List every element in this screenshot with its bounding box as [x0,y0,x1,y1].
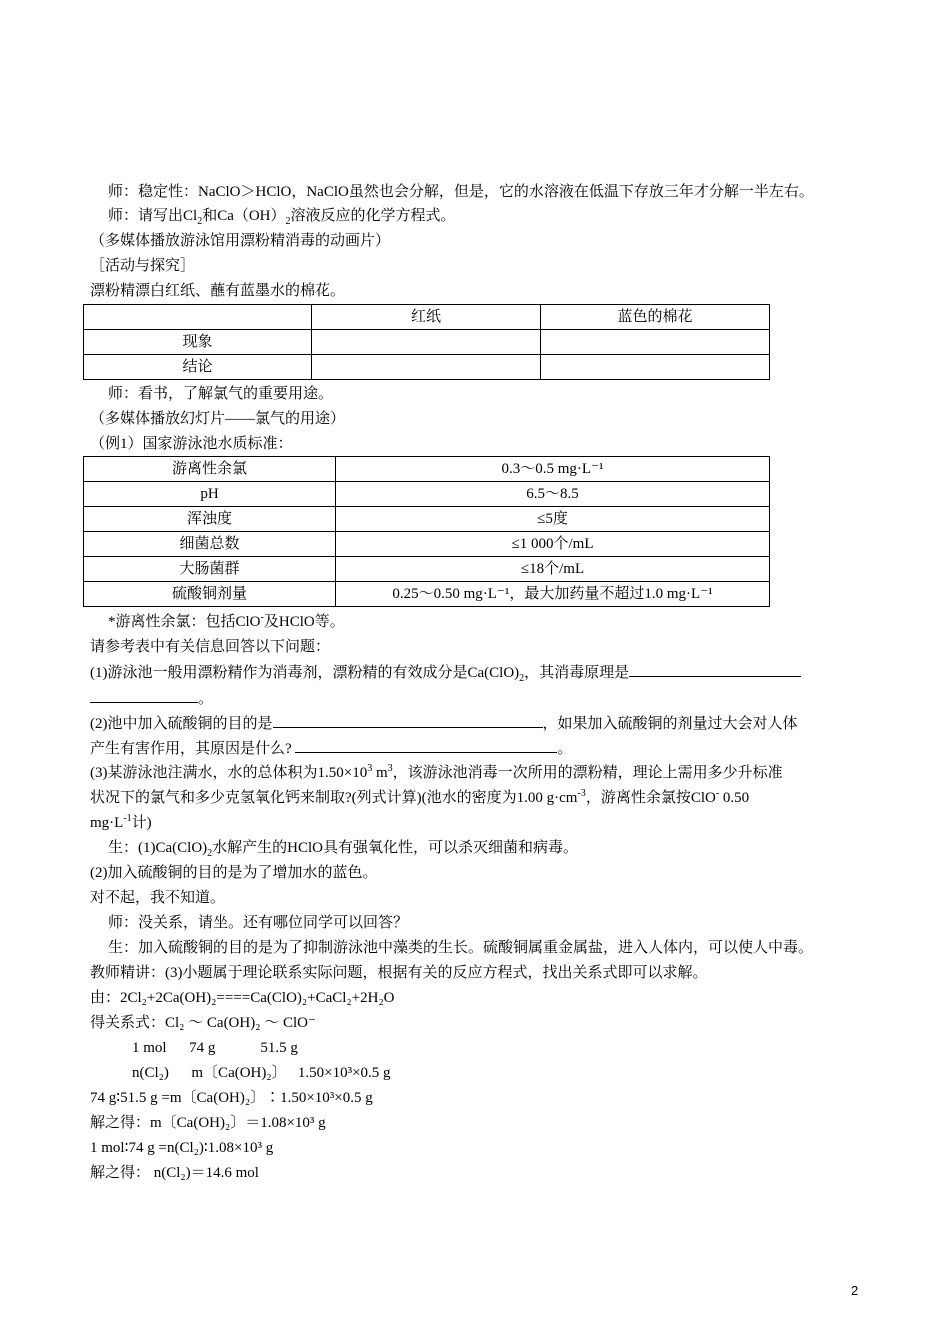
table-cell: 0.25～0.50 mg·L⁻¹，最大加药量不超过1.0 mg·L⁻¹ [336,582,770,607]
table-cell: 大肠菌群 [84,557,336,582]
text-line: *游离性余氯：包括ClO-及HClO等。 [108,612,345,630]
table-cell: 细菌总数 [84,532,336,557]
equation-line: 1 mol 74 g 51.5 g [132,1040,298,1056]
experiment-table [83,304,770,380]
text-line: 生：加入硫酸铜的目的是为了抑制游泳池中藻类的生长。硫酸铜属重金属盐，进入人体内，可以使人中毒。 [108,940,814,956]
table-cell [540,330,769,355]
table-cell: 6.5～8.5 [336,482,770,507]
page-number: 2 [851,1283,859,1298]
table-cell: ≤18个/mL [336,557,770,582]
text-line: (1)游泳池一般用漂粉精作为消毒剂，漂粉精的有效成分是$Ca(ClO)_2$，其消毒原理是 [90,662,801,683]
equation-line: 得关系式：Cl₂ ～ Ca(OH)₂ ～ ClO⁻ [90,1015,316,1031]
table-cell: 结论 [84,355,312,380]
table-cell: ≤1 000个/mL [336,532,770,557]
equation-line: 解之得：m〔Ca(OH)₂〕＝1.08×10³ g [90,1115,326,1131]
text-line: 。 [90,688,213,709]
table-cell: pH [84,482,336,507]
text-line: （多媒体播放游泳馆用漂粉精消毒的动画片） [90,233,391,249]
text-line: （多媒体播放幻灯片——氯气的用途） [90,411,346,427]
equation-line: 由：2Cl₂+2Ca(OH)₂====Ca(ClO)₂+CaCl₂+2H₂O [90,990,395,1006]
table-cell [312,355,541,380]
text-line: 师：稳定性：NaClO＞HClO，NaClO虽然也会分解，但是，它的水溶液在低温下存放三年才分解一半左右。 [108,184,814,200]
table-cell: 蓝色的棉花 [540,305,769,330]
table-cell: 0.3～0.5 mg·L⁻¹ [336,457,770,482]
text-line: (2)池中加入硫酸铜的目的是 ，如果加入硫酸铜的剂量过大会对人体 [90,713,798,734]
text-line: (3)某游泳池注满水，水的总体积为$1.50\times 10^3$ $m^3$，该游泳池消毒一次所用的漂粉精，理论上需用多少升标准 [90,763,783,781]
text-line: ［活动与探究］ [90,258,196,274]
table-cell [312,330,541,355]
table-cell [84,305,312,330]
text-line: 师：没关系，请坐。还有哪位同学可以回答？ [108,915,409,931]
text-line: 产生有害作用，其原因是什么? 。 [90,738,572,759]
table-cell: 浑浊度 [84,507,336,532]
text-line: 教师精讲：(3)小题属于理论联系实际问题，根据有关的反应方程式，找出关系式即可以求解。 [90,965,708,981]
table-cell: 现象 [84,330,312,355]
equation-line: 解之得： n(Cl₂)＝14.6 mol [90,1165,259,1181]
equation-line: 1 mol∶74 g =n(Cl₂)∶1.08×10³ g [90,1140,274,1156]
table-cell [540,355,769,380]
text-line: 生：$(1)Ca(ClO)_2$水解产生的HClO具有强氧化性，可以杀灭细菌和病毒。 [108,840,578,859]
text-line: 状况下的氯气和多少克氢氧化钙来制取?(列式计算)(池水的密度为1.00 $g\cdot cm^{-3}$，游离性余氯按ClO- 0.50 [90,788,750,806]
table-cell: 游离性余氯 [84,457,336,482]
equation-line: 74 g∶51.5 g =m〔Ca(OH)₂〕∶1.50×10³×0.5 g [90,1090,373,1106]
text-line: 漂粉精漂白红纸、蘸有蓝墨水的棉花。 [90,283,346,299]
text-line: （例1）国家游泳池水质标准： [90,436,293,452]
text-line: $mg\cdot L^{-1}$计) [90,813,152,831]
text-line: 对不起，我不知道。 [90,890,226,906]
text-line: 师：请写出$Cl_2$和$Ca(OH)_2$溶液反应的化学方程式。 [108,208,456,227]
table-cell: 硫酸铜剂量 [84,582,336,607]
text-line: (2)加入硫酸铜的目的是为了增加水的蓝色。 [90,865,378,881]
equation-line: n(Cl₂) m〔Ca(OH)₂〕 1.50×10³×0.5 g [132,1065,391,1081]
text-line: 请参考表中有关信息回答以下问题： [90,639,331,655]
text-line: 师：看书，了解氯气的重要用途。 [108,386,334,402]
table-cell: 红纸 [312,305,541,330]
table-cell: ≤5度 [336,507,770,532]
water-standard-table [83,456,770,607]
